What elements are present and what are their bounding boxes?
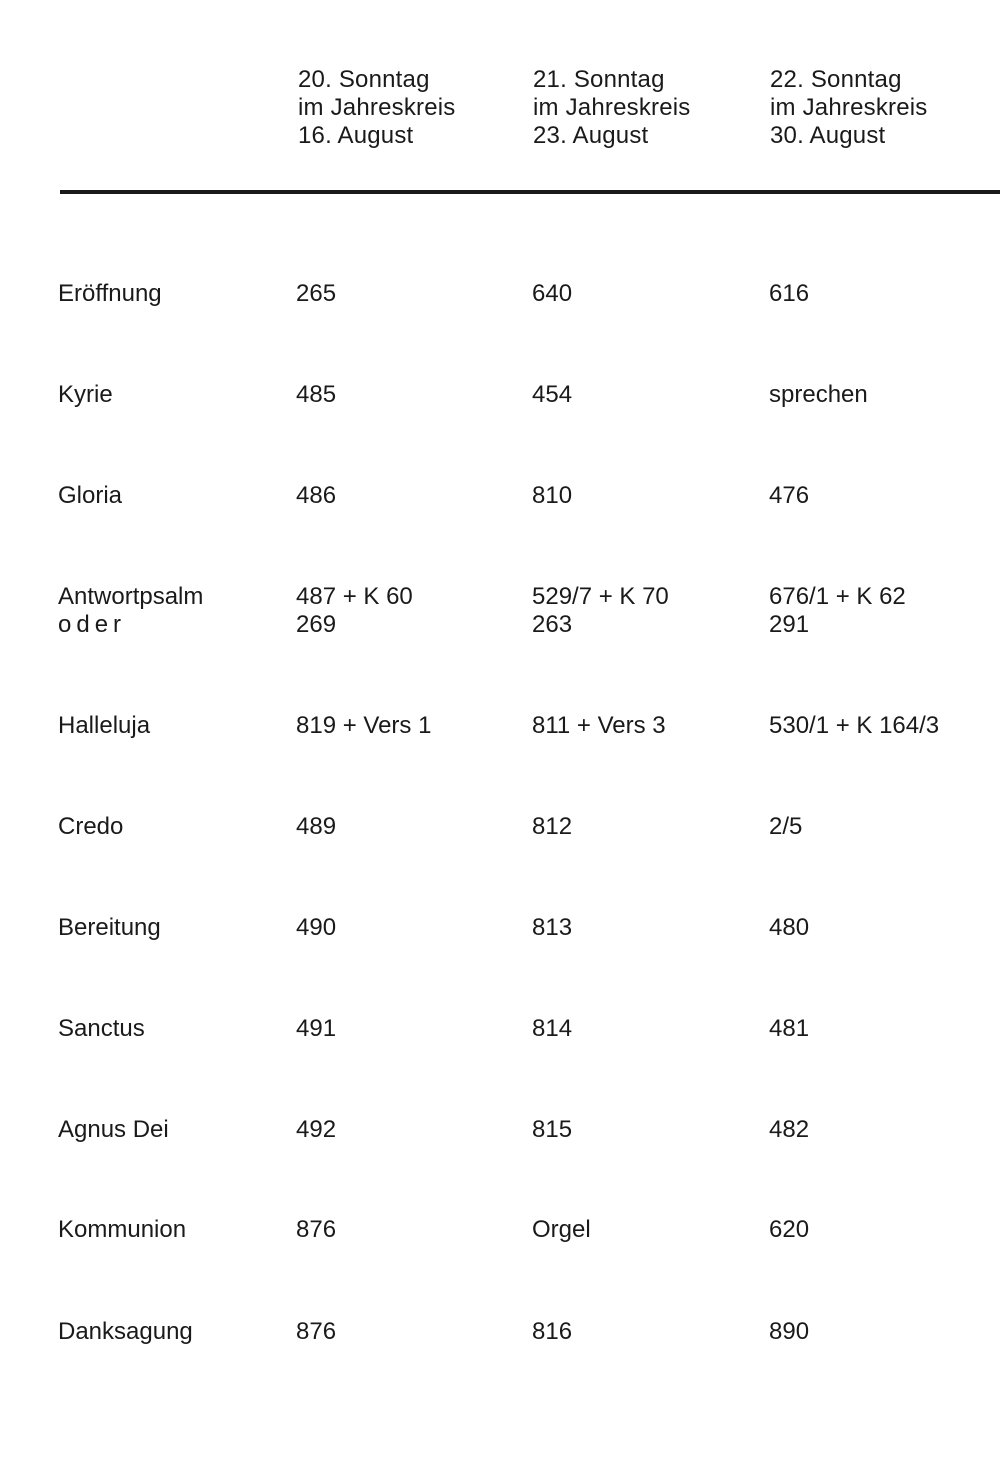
cell-value: 492 — [296, 1116, 337, 1143]
table-row — [0, 1116, 1000, 1176]
cell-value: 876 — [296, 1318, 337, 1345]
cell-value: 814 — [532, 1015, 573, 1042]
column-header-22-sonntag — [770, 66, 928, 150]
cell-value: 810 — [532, 482, 573, 509]
cell-value-line: 263 — [532, 611, 573, 638]
cell-value: 2/5 — [769, 813, 803, 840]
table-row — [0, 813, 1000, 873]
column-header-line: 21. Sonntag — [533, 66, 665, 93]
row-label — [58, 583, 203, 639]
column-header-line: im Jahreskreis — [533, 94, 691, 121]
column-header-20-sonntag — [298, 66, 456, 150]
row-label-line: Antwortpsalm — [58, 583, 204, 610]
cell-value: 265 — [296, 280, 337, 307]
column-header-line: 23. August — [533, 122, 649, 149]
cell-value-line: 529/7 + K 70 — [532, 583, 669, 610]
row-label: Kommunion — [58, 1216, 187, 1243]
cell-value: sprechen — [769, 381, 868, 408]
cell-value: 816 — [532, 1318, 573, 1345]
row-label: Credo — [58, 813, 124, 840]
column-header-line: 20. Sonntag — [298, 66, 430, 93]
table-row — [0, 914, 1000, 974]
column-header-line: 30. August — [770, 122, 886, 149]
cell-value: Orgel — [532, 1216, 591, 1243]
table-row — [0, 712, 1000, 772]
cell-value: 819 + Vers 1 — [296, 712, 432, 739]
column-header-21-sonntag — [533, 66, 691, 150]
row-label-alternative: oder — [58, 611, 127, 638]
row-label: Halleluja — [58, 712, 151, 739]
column-header-line: 22. Sonntag — [770, 66, 902, 93]
cell-value: 485 — [296, 381, 337, 408]
table-row — [0, 280, 1000, 340]
table-row — [0, 381, 1000, 441]
cell-value: 491 — [296, 1015, 337, 1042]
table-row — [0, 1015, 1000, 1075]
row-label: Eröffnung — [58, 280, 162, 307]
cell-value: 454 — [532, 381, 573, 408]
column-header-line: im Jahreskreis — [298, 94, 456, 121]
table-row — [0, 1216, 1000, 1276]
cell-value: 620 — [769, 1216, 810, 1243]
cell-value-line: 291 — [769, 611, 810, 638]
row-label: Gloria — [58, 482, 123, 509]
cell-value: 482 — [769, 1116, 810, 1143]
header-divider — [60, 190, 1000, 194]
cell-value: 815 — [532, 1116, 573, 1143]
cell-value — [296, 583, 413, 639]
row-label: Sanctus — [58, 1015, 145, 1042]
cell-value — [769, 583, 906, 639]
cell-value: 813 — [532, 914, 573, 941]
row-label: Agnus Dei — [58, 1116, 169, 1143]
cell-value: 530/1 + K 164/3 — [769, 712, 940, 739]
table-row — [0, 1318, 1000, 1378]
cell-value: 640 — [532, 280, 573, 307]
row-label: Danksagung — [58, 1318, 193, 1345]
cell-value: 481 — [769, 1015, 810, 1042]
column-header-line: 16. August — [298, 122, 414, 149]
table-row — [0, 583, 1000, 643]
row-label: Kyrie — [58, 381, 113, 408]
cell-value-line: 676/1 + K 62 — [769, 583, 906, 610]
cell-value: 812 — [532, 813, 573, 840]
cell-value: 489 — [296, 813, 337, 840]
row-label: Bereitung — [58, 914, 161, 941]
cell-value: 476 — [769, 482, 810, 509]
cell-value: 616 — [769, 280, 810, 307]
cell-value-line: 487 + K 60 — [296, 583, 413, 610]
cell-value: 490 — [296, 914, 337, 941]
table-row — [0, 482, 1000, 542]
cell-value: 876 — [296, 1216, 337, 1243]
cell-value: 486 — [296, 482, 337, 509]
cell-value: 811 + Vers 3 — [532, 712, 666, 739]
cell-value-line: 269 — [296, 611, 337, 638]
column-header-line: im Jahreskreis — [770, 94, 928, 121]
cell-value: 890 — [769, 1318, 810, 1345]
cell-value: 480 — [769, 914, 810, 941]
cell-value — [532, 583, 669, 639]
